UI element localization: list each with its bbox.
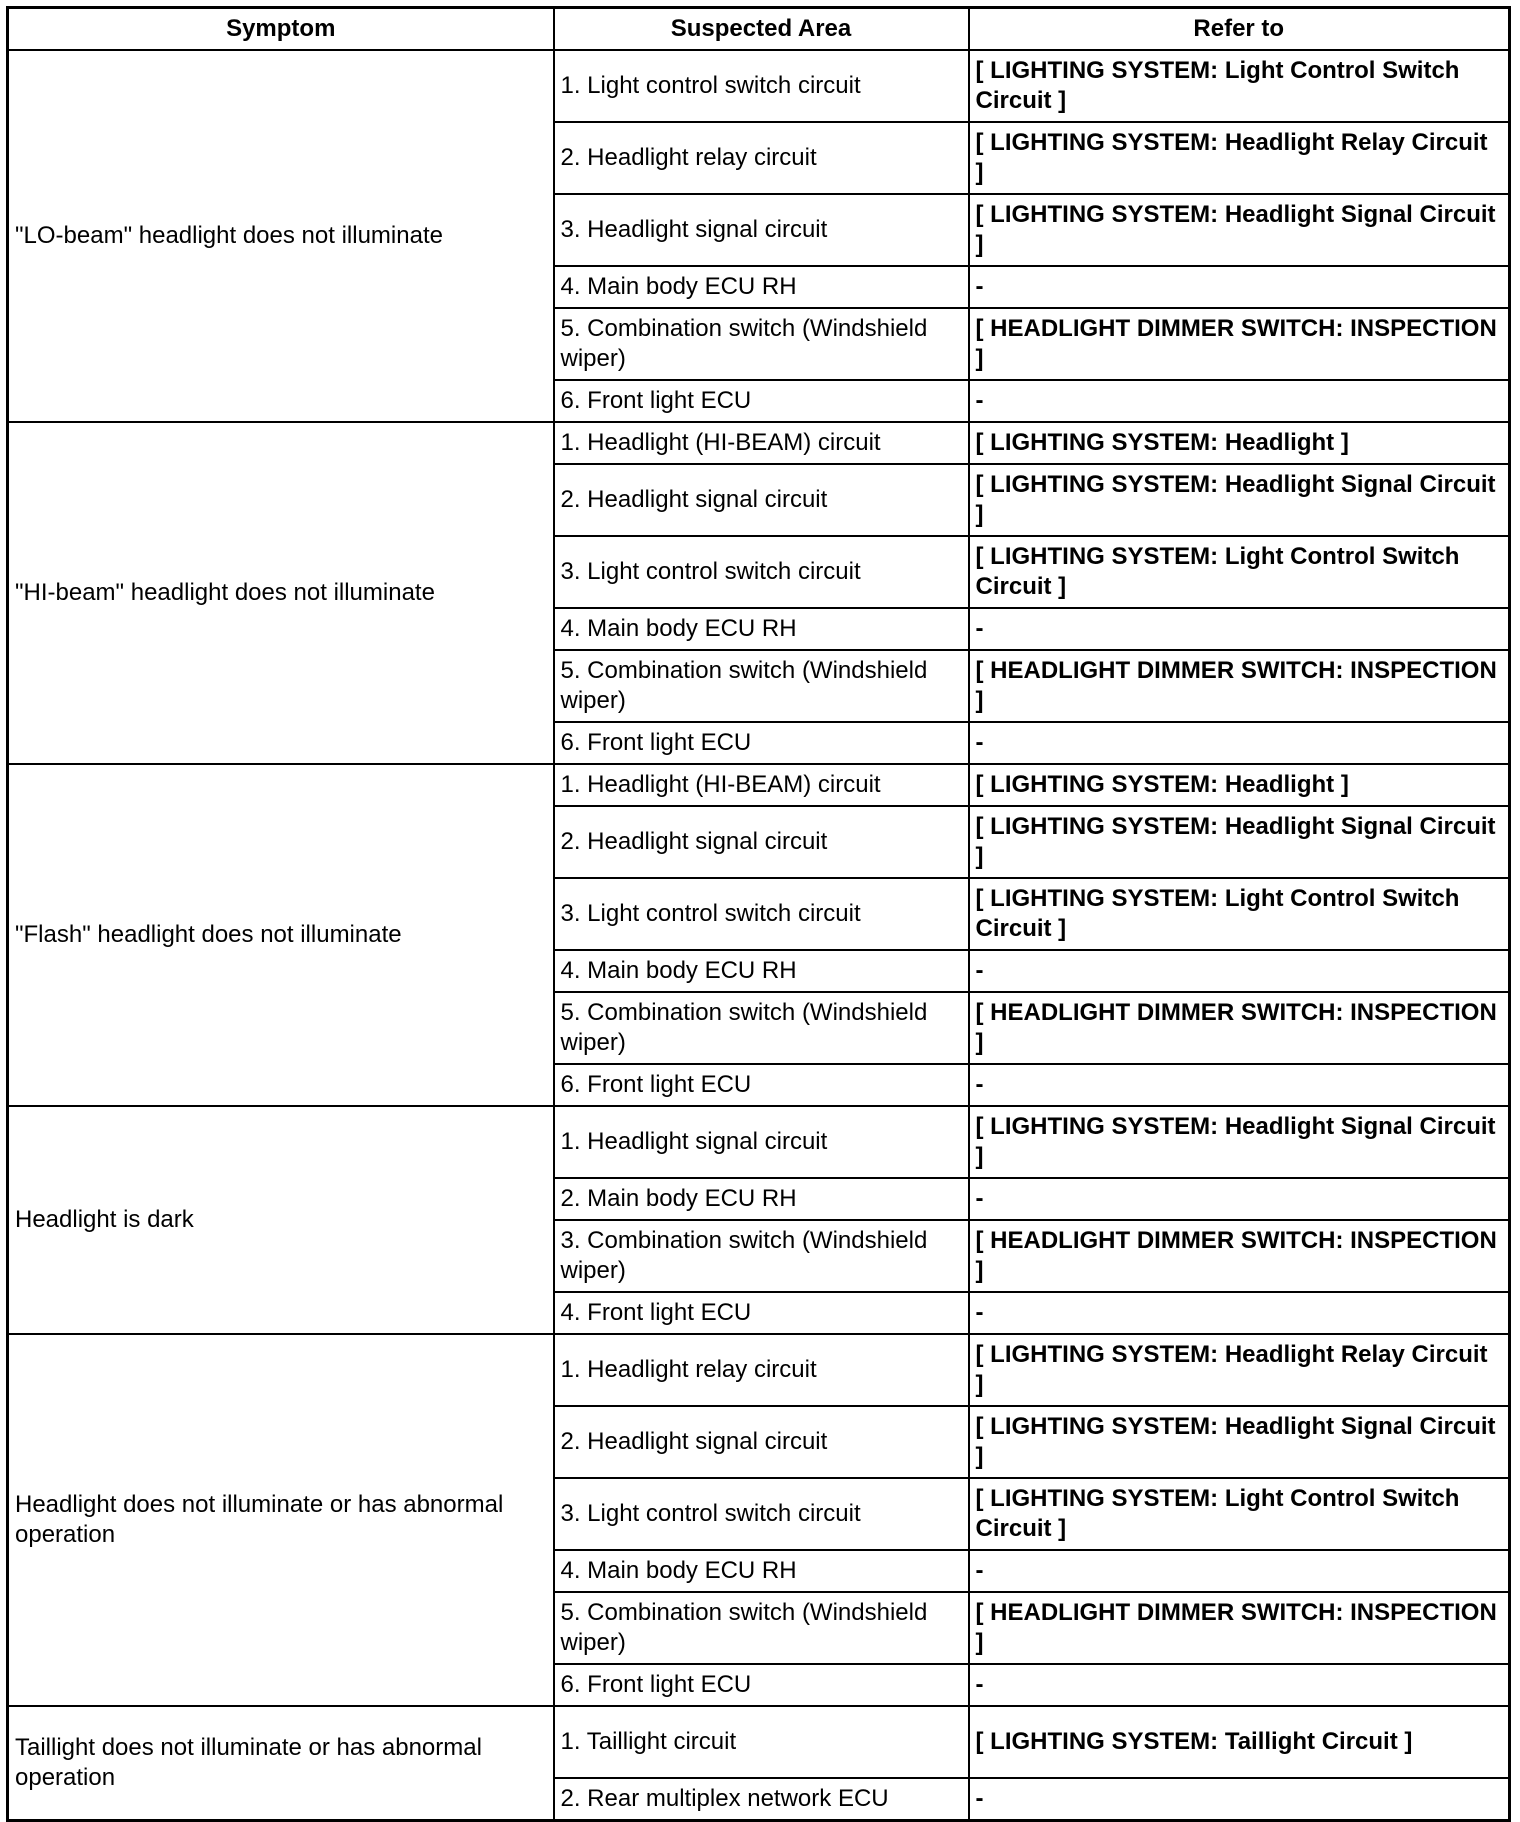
suspected-area-cell: 6. Front light ECU [554, 1664, 969, 1706]
refer-to-cell: [ HEADLIGHT DIMMER SWITCH: INSPECTION ] [969, 992, 1510, 1064]
refer-to-cell: - [969, 1550, 1510, 1592]
suspected-area-cell: 3. Light control switch circuit [554, 1478, 969, 1550]
refer-to-cell: - [969, 1064, 1510, 1106]
suspected-area-cell: 5. Combination switch (Windshield wiper) [554, 650, 969, 722]
suspected-area-cell: 2. Headlight signal circuit [554, 464, 969, 536]
refer-to-cell: - [969, 1778, 1510, 1821]
header-suspected-area: Suspected Area [554, 8, 969, 50]
header-refer-to: Refer to [969, 8, 1510, 50]
refer-to-cell: - [969, 1664, 1510, 1706]
table-row [8, 1706, 1510, 1778]
symptom-cell: "HI-beam" headlight does not illuminate [8, 422, 554, 764]
refer-to-cell: [ LIGHTING SYSTEM: Headlight Signal Circuit ] [969, 194, 1510, 266]
suspected-area-cell: 6. Front light ECU [554, 1064, 969, 1106]
refer-to-cell: [ LIGHTING SYSTEM: Headlight ] [969, 764, 1510, 806]
header-symptom: Symptom [8, 8, 554, 50]
refer-to-cell: - [969, 608, 1510, 650]
suspected-area-cell: 3. Combination switch (Windshield wiper) [554, 1220, 969, 1292]
suspected-area-cell: 1. Headlight relay circuit [554, 1334, 969, 1406]
refer-to-cell: [ HEADLIGHT DIMMER SWITCH: INSPECTION ] [969, 308, 1510, 380]
suspected-area-cell: 6. Front light ECU [554, 380, 969, 422]
suspected-area-cell: 2. Headlight signal circuit [554, 1406, 969, 1478]
table-row [8, 1334, 1510, 1406]
refer-to-cell: [ LIGHTING SYSTEM: Headlight Signal Circuit ] [969, 464, 1510, 536]
suspected-area-cell: 2. Rear multiplex network ECU [554, 1778, 969, 1821]
suspected-area-cell: 1. Headlight (HI-BEAM) circuit [554, 764, 969, 806]
table-row [8, 1106, 1510, 1178]
refer-to-cell: [ HEADLIGHT DIMMER SWITCH: INSPECTION ] [969, 1592, 1510, 1664]
refer-to-cell: [ LIGHTING SYSTEM: Headlight Relay Circuit ] [969, 1334, 1510, 1406]
suspected-area-cell: 4. Front light ECU [554, 1292, 969, 1334]
suspected-area-cell: 1. Taillight circuit [554, 1706, 969, 1778]
refer-to-cell: [ HEADLIGHT DIMMER SWITCH: INSPECTION ] [969, 1220, 1510, 1292]
suspected-area-cell: 2. Headlight relay circuit [554, 122, 969, 194]
suspected-area-cell: 4. Main body ECU RH [554, 950, 969, 992]
refer-to-cell: [ LIGHTING SYSTEM: Light Control Switch Circuit ] [969, 50, 1510, 122]
table-row [8, 50, 1510, 122]
refer-to-cell: - [969, 380, 1510, 422]
suspected-area-cell: 3. Light control switch circuit [554, 878, 969, 950]
suspected-area-cell: 1. Headlight signal circuit [554, 1106, 969, 1178]
symptom-cell: Headlight does not illuminate or has abnormal operation [8, 1334, 554, 1706]
suspected-area-cell: 1. Headlight (HI-BEAM) circuit [554, 422, 969, 464]
problem-symptoms-table [6, 6, 1511, 1822]
refer-to-cell: [ LIGHTING SYSTEM: Light Control Switch Circuit ] [969, 536, 1510, 608]
symptom-cell: Headlight is dark [8, 1106, 554, 1334]
refer-to-cell: - [969, 1178, 1510, 1220]
refer-to-cell: - [969, 722, 1510, 764]
refer-to-cell: [ LIGHTING SYSTEM: Taillight Circuit ] [969, 1706, 1510, 1778]
refer-to-cell: [ LIGHTING SYSTEM: Light Control Switch Circuit ] [969, 1478, 1510, 1550]
refer-to-cell: [ LIGHTING SYSTEM: Headlight Relay Circuit ] [969, 122, 1510, 194]
refer-to-cell: - [969, 1292, 1510, 1334]
refer-to-cell: [ HEADLIGHT DIMMER SWITCH: INSPECTION ] [969, 650, 1510, 722]
symptom-cell: "LO-beam" headlight does not illuminate [8, 50, 554, 422]
suspected-area-cell: 4. Main body ECU RH [554, 608, 969, 650]
table-row [8, 422, 1510, 464]
suspected-area-cell: 5. Combination switch (Windshield wiper) [554, 1592, 969, 1664]
table-row [8, 764, 1510, 806]
symptom-cell: "Flash" headlight does not illuminate [8, 764, 554, 1106]
diagnosis-table-container [6, 6, 1511, 1822]
suspected-area-cell: 2. Main body ECU RH [554, 1178, 969, 1220]
refer-to-cell: [ LIGHTING SYSTEM: Light Control Switch Circuit ] [969, 878, 1510, 950]
refer-to-cell: [ LIGHTING SYSTEM: Headlight Signal Circuit ] [969, 1406, 1510, 1478]
suspected-area-cell: 1. Light control switch circuit [554, 50, 969, 122]
refer-to-cell: [ LIGHTING SYSTEM: Headlight Signal Circuit ] [969, 806, 1510, 878]
refer-to-cell: [ LIGHTING SYSTEM: Headlight Signal Circuit ] [969, 1106, 1510, 1178]
suspected-area-cell: 3. Light control switch circuit [554, 536, 969, 608]
refer-to-cell: - [969, 950, 1510, 992]
suspected-area-cell: 3. Headlight signal circuit [554, 194, 969, 266]
suspected-area-cell: 4. Main body ECU RH [554, 1550, 969, 1592]
suspected-area-cell: 6. Front light ECU [554, 722, 969, 764]
suspected-area-cell: 4. Main body ECU RH [554, 266, 969, 308]
header-row [8, 8, 1510, 50]
suspected-area-cell: 2. Headlight signal circuit [554, 806, 969, 878]
suspected-area-cell: 5. Combination switch (Windshield wiper) [554, 308, 969, 380]
table-body [8, 50, 1510, 1821]
refer-to-cell: - [969, 266, 1510, 308]
symptom-cell: Taillight does not illuminate or has abnormal operation [8, 1706, 554, 1821]
refer-to-cell: [ LIGHTING SYSTEM: Headlight ] [969, 422, 1510, 464]
suspected-area-cell: 5. Combination switch (Windshield wiper) [554, 992, 969, 1064]
